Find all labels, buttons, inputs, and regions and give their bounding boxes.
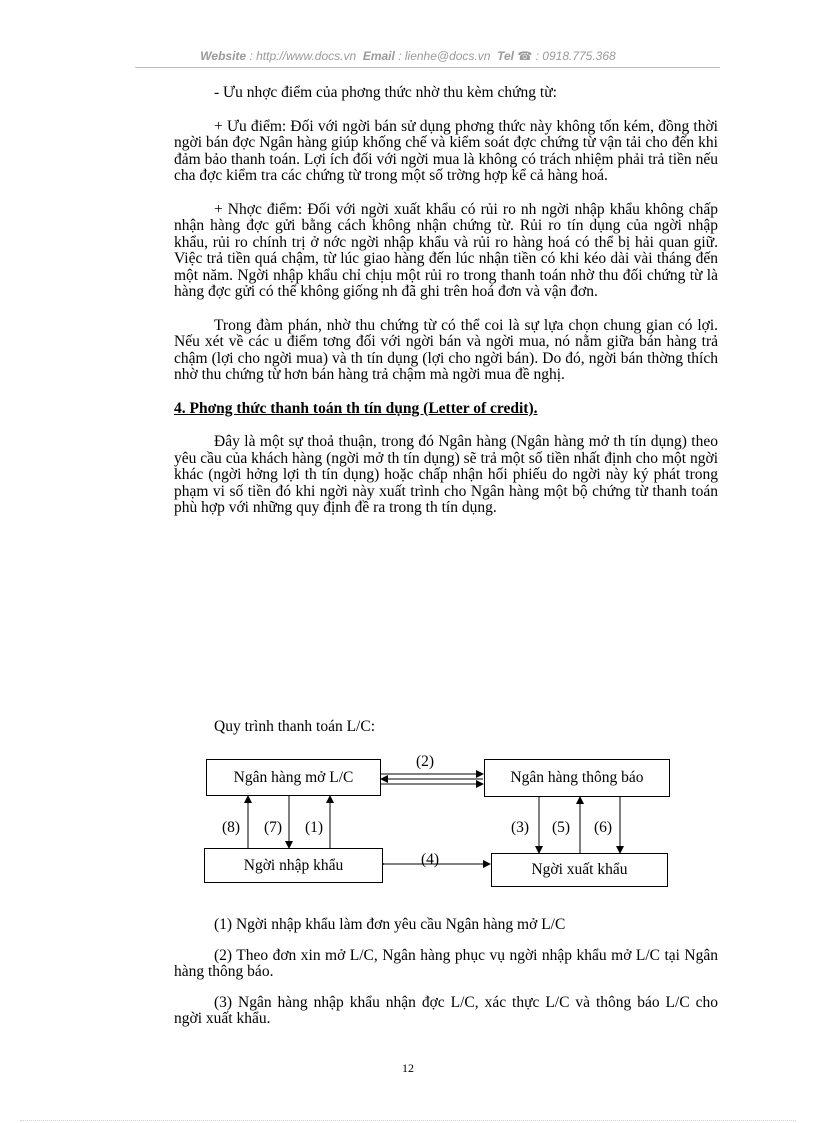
- paragraph-advantages: + Ưu điểm: Đối với ngời bán sử dụng phơng thức này không tốn kém, đồng thời ngời bán đợc Ngân hàng giúp khống chế và kiểm soát đợc chứng từ vận tải cho đến khi đảm bảo thanh toán. Lợi ích đối với ngời mua là không có trách nhiệm phải trả tiền nếu cha đợc kiểm tra các chứng từ trong một số trờng hợp kể cả hàng hoá.: [174, 117, 718, 184]
- section-heading: 4. Phơng thức thanh toán th tín dụng (Letter of credit).: [174, 399, 538, 417]
- lc-process-diagram: [174, 718, 718, 893]
- step-1: (1) Ngời nhập khẩu làm đơn yêu cầu Ngân hàng mở L/C: [214, 916, 566, 933]
- box-exporter: Ngời xuất khẩu: [491, 853, 668, 887]
- paragraph-lc-definition: Đây là một sự thoả thuận, trong đó Ngân hàng (Ngân hàng mở th tín dụng) theo yêu cầu của khách hàng (ngời mở th tín dụng) sẽ trả một số tiền nhất định cho một ngời khác (ngời hởng lợi th tín dụng) hoặc chấp nhận hối phiếu do ngời này ký phát trong phạm vi số tiền đó khi ngời này xuất trình cho Ngân hàng một bộ chứng từ thanh toán phù hợp với những quy định đề ra trong th tín dụng.: [174, 433, 718, 516]
- diagram-title: Quy trình thanh toán L/C:: [214, 718, 376, 735]
- website-value[interactable]: : http://www.docs.vn: [249, 49, 357, 63]
- tel-label: Tel: [497, 49, 514, 63]
- paragraph-negotiation: Trong đàm phán, nhờ thu chứng từ có thể coi là sự lựa chọn chung gian có lợi. Nếu xét về các u điểm tơng đối với ngời bán và ngời mua, nó nằm giữa bán hàng trả chậm (lợi cho ngời mua) và th tín dụng (lợi cho ngời bán). Do đó, ngời bán thờng thích nhờ thu chứng từ hơn bán hàng trả chậm mà ngời mua đề nghị.: [174, 316, 718, 383]
- paragraph-disadvantages: + Nhợc điểm: Đối với ngời xuất khẩu có rủi ro nh ngời nhập khẩu không chấp nhận hàng đợc gửi bằng cách không nhận chứng từ. Rủi ro tín dụng của ngời nhập khẩu, rủi ro chính trị ở nớc ngời nhập khẩu và rủi ro hàng hoá có thể bị hải quan giữ. Việc trả tiền quá chậm, từ lúc giao hàng đến lúc nhận tiền có khi kéo dài vài tháng đến một năm. Ngời nhập khẩu chỉ chịu một rủi ro trong thanh toán nhờ thu đối chứng từ là hàng đợc gửi có thể không giống nh đã ghi trên hoá đơn và vận đơn.: [174, 200, 718, 300]
- email-label: Email: [362, 49, 395, 63]
- page-number: 12: [402, 1061, 414, 1075]
- label-step-4: (4): [421, 851, 440, 868]
- step-3: (3) Ngân hàng nhập khẩu nhận đợc L/C, xác thực L/C và thông báo L/C cho ngời xuất khẩu.: [174, 993, 718, 1027]
- label-step-1: (1): [305, 819, 324, 836]
- box-importer: Ngời nhập khẩu: [204, 848, 383, 883]
- box-advising-bank: Ngân hàng thông báo: [484, 759, 670, 797]
- email-value[interactable]: : lienhe@docs.vn: [398, 49, 491, 63]
- body-text: [174, 85, 718, 534]
- website-label: Website: [200, 49, 247, 63]
- label-step-8: (8): [222, 819, 241, 836]
- footer-divider: [20, 1120, 796, 1121]
- paragraph-pros-cons-title: - Ưu nhợc điểm của phơng thức nhờ thu kèm chứng từ:: [214, 84, 557, 101]
- label-step-7: (7): [264, 819, 283, 836]
- label-step-5: (5): [552, 819, 571, 836]
- label-step-3: (3): [511, 819, 530, 836]
- tel-value: ☎ : 0918.775.368: [517, 49, 616, 63]
- page-header: [0, 49, 816, 63]
- box-issuing-bank: Ngân hàng mở L/C: [206, 759, 381, 796]
- label-step-2: (2): [416, 753, 435, 770]
- process-steps: [174, 917, 718, 1042]
- step-2: (2) Theo đơn xin mở L/C, Ngân hàng phục vụ ngời nhập khẩu mở L/C tại Ngân hàng thông báo.: [174, 946, 718, 980]
- label-step-6: (6): [594, 819, 613, 836]
- header-divider: [135, 67, 720, 68]
